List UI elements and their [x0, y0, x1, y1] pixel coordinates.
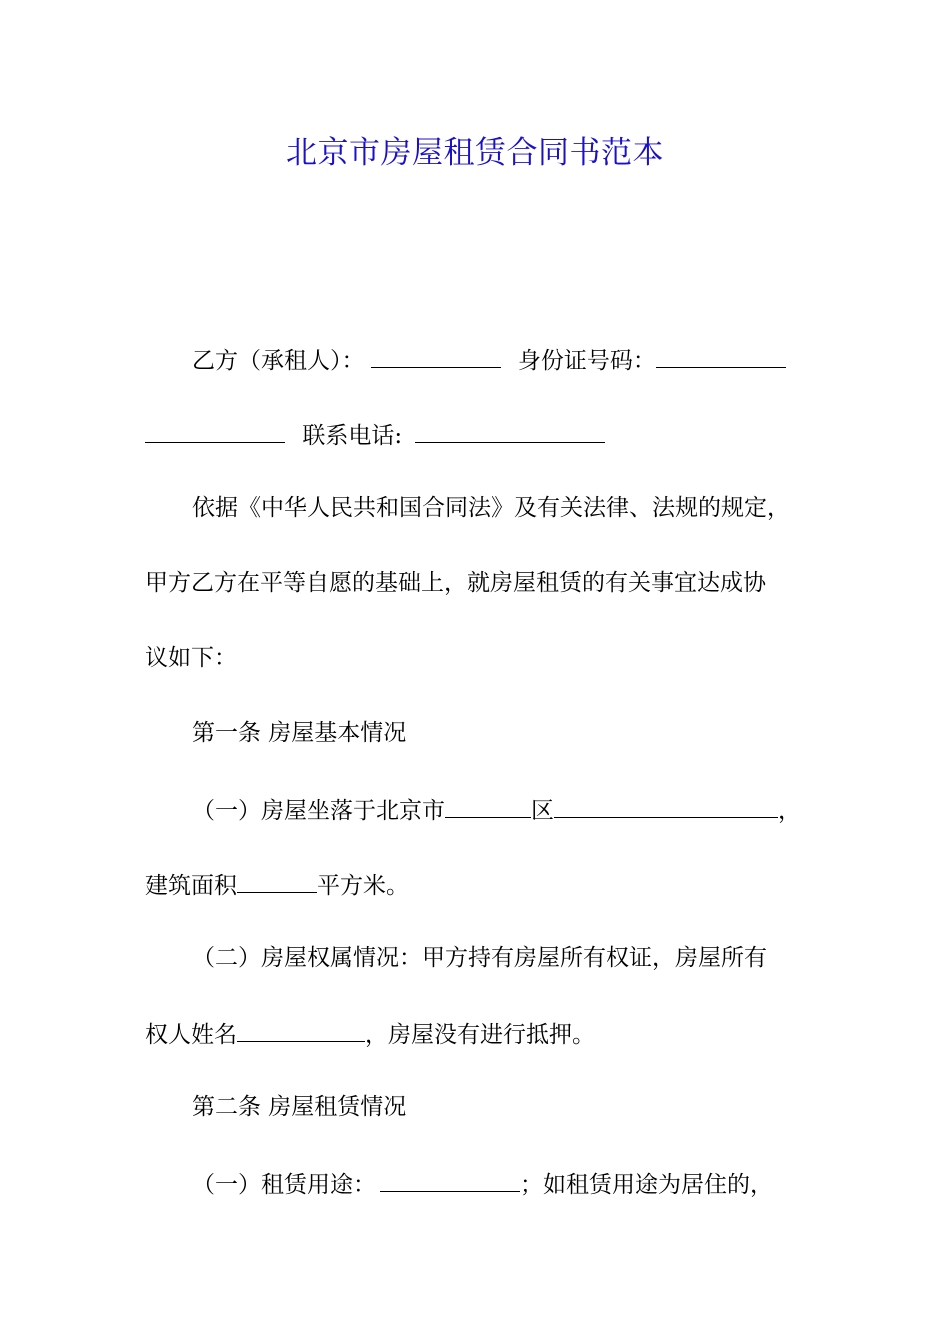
- basis-line-3: 议如下：: [145, 645, 237, 671]
- ownership-suffix: ，房屋没有进行抵押。: [365, 1022, 595, 1048]
- area-line: [145, 866, 409, 903]
- usage-prefix: （一）租赁用途：: [192, 1172, 376, 1198]
- article-1-heading: 第一条 房屋基本情况: [192, 720, 407, 746]
- area-prefix: 建筑面积: [145, 873, 237, 899]
- id-number-blank: [656, 341, 786, 368]
- tenant-line: [192, 341, 786, 378]
- ownership-line-1: （二）房屋权属情况：甲方持有房屋所有权证，房屋所有: [192, 945, 767, 971]
- usage-line: [192, 1165, 773, 1202]
- ownership-line-2: [145, 1015, 595, 1052]
- basis-line-1: 依据《中华人民共和国合同法》及有关法律、法规的规定，: [192, 495, 790, 521]
- tenant-label: 乙方（承租人）：: [192, 348, 365, 374]
- document-title: 北京市房屋租赁合同书范本: [286, 135, 664, 171]
- ownership-prefix: 权人姓名: [145, 1022, 237, 1048]
- location-line: [192, 791, 801, 828]
- phone-label: 联系电话:: [302, 423, 403, 449]
- area-blank: [237, 866, 317, 893]
- article-2-heading: 第二条 房屋租赁情况: [192, 1094, 407, 1120]
- owner-name-blank: [237, 1015, 365, 1042]
- district-blank: [445, 791, 531, 818]
- area-suffix: 平方米。: [317, 873, 409, 899]
- id-number-blank-continued: [145, 416, 285, 443]
- usage-suffix: ；如租赁用途为居住的，: [520, 1172, 773, 1198]
- usage-blank: [380, 1165, 520, 1192]
- tenant-name-blank: [371, 341, 501, 368]
- phone-line: [145, 416, 605, 453]
- location-suffix: ，: [778, 798, 801, 824]
- address-blank: [554, 791, 778, 818]
- basis-line-2: 甲方乙方在平等自愿的基础上，就房屋租赁的有关事宜达成协: [145, 570, 766, 596]
- id-label: 身份证号码：: [517, 348, 656, 374]
- location-district: 区: [531, 798, 554, 824]
- location-prefix: （一）房屋坐落于北京市: [192, 798, 445, 824]
- phone-blank: [415, 416, 605, 443]
